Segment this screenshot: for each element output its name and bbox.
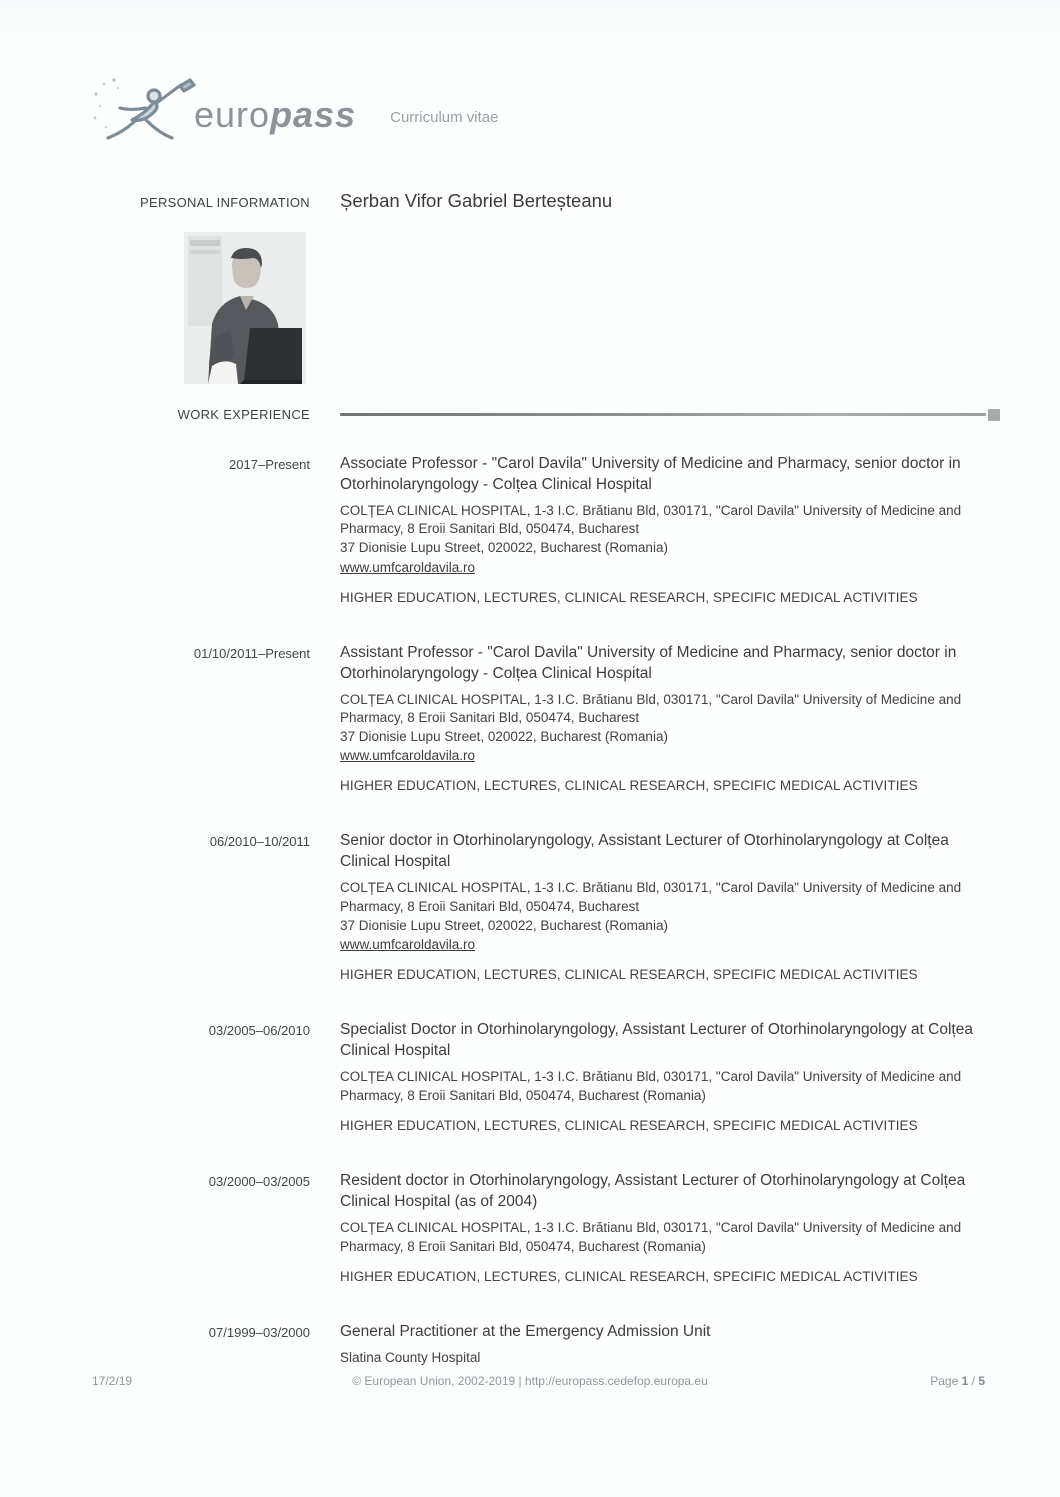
entry-activity-tags: HIGHER EDUCATION, LECTURES, CLINICAL RESEARCH, SPECIFIC MEDICAL ACTIVITIES — [340, 1118, 918, 1134]
entry-title: Associate Professor - "Carol Davila" University of Medicine and Pharmacy, senior doctor in Otorhinolaryngology - Colțea Clinical Hospital — [340, 455, 961, 493]
entry-org-line: COLȚEA CLINICAL HOSPITAL, 1-3 I.C. Brătianu Bld, 030171, "Carol Davila" University of Medicine and Pharmacy, 8 Eroii Sanitari Bld, 050474, Bucharest (Romania) — [340, 1220, 962, 1254]
doc-type-label: Curriculum vitae — [390, 108, 499, 126]
entry-activity-tags: HIGHER EDUCATION, LECTURES, CLINICAL RESEARCH, SPECIFIC MEDICAL ACTIVITIES — [340, 589, 918, 605]
entry-organisation — [340, 879, 988, 935]
entry-website-link[interactable]: www.umfcaroldavila.ro — [340, 937, 476, 953]
profile-photo — [184, 232, 306, 384]
section-rule — [340, 408, 1000, 422]
work-entry — [0, 1171, 1060, 1284]
footer-page-total: 5 — [978, 1374, 985, 1388]
work-entries — [0, 454, 1060, 1368]
work-entry — [0, 831, 1060, 982]
entry-organisation — [340, 1068, 988, 1105]
person-name: Șerban Vifor Gabriel Berteșteanu — [340, 190, 613, 211]
footer-page-number: 1 — [961, 1374, 969, 1388]
entry-org-line: COLȚEA CLINICAL HOSPITAL, 1-3 I.C. Brătianu Bld, 030171, "Carol Davila" University of Medicine and Pharmacy, 8 Eroii Sanitari Bld, 050474, Bucharest (Romania) — [340, 1069, 962, 1103]
header — [88, 72, 1060, 152]
logo-pass-text: pass — [270, 94, 357, 135]
page-footer — [0, 1374, 1060, 1394]
work-entry — [0, 454, 1060, 605]
entry-organisation — [340, 691, 988, 747]
work-entry — [0, 643, 1060, 794]
footer-date: 17/2/19 — [92, 1374, 133, 1388]
entry-website-link[interactable]: www.umfcaroldavila.ro — [340, 559, 476, 575]
entry-activity-tags: HIGHER EDUCATION, LECTURES, CLINICAL RESEARCH, SPECIFIC MEDICAL ACTIVITIES — [340, 1269, 918, 1285]
entry-title: General Practitioner at the Emergency Admission Unit — [340, 1323, 711, 1341]
entry-org-line: 37 Dionisie Lupu Street, 020022, Bucharest (Romania) — [340, 728, 668, 744]
entry-organisation — [340, 1349, 988, 1368]
work-experience-label: WORK EXPERIENCE — [177, 407, 310, 422]
entry-date: 06/2010–10/2011 — [209, 834, 310, 850]
logo-euro-text: euro — [194, 94, 271, 135]
entry-date: 07/1999–03/2000 — [208, 1325, 310, 1341]
entry-date: 03/2005–06/2010 — [208, 1023, 310, 1039]
entry-org-line: COLȚEA CLINICAL HOSPITAL, 1-3 I.C. Brătianu Bld, 030171, "Carol Davila" University of Medicine and Pharmacy, 8 Eroii Sanitari Bld, 050474, Bucharest — [340, 880, 962, 914]
footer-page-indicator — [930, 1374, 985, 1388]
section-rule-line — [340, 413, 986, 416]
footer-copyright: © European Union, 2002-2019 | http://europass.cedefop.europa.eu — [352, 1374, 708, 1388]
europass-figure-icon — [88, 72, 208, 152]
footer-page-label: Page — [930, 1374, 959, 1388]
entry-org-line: 37 Dionisie Lupu Street, 020022, Bucharest (Romania) — [340, 540, 668, 556]
entry-activity-tags: HIGHER EDUCATION, LECTURES, CLINICAL RESEARCH, SPECIFIC MEDICAL ACTIVITIES — [340, 778, 918, 794]
entry-activity-tags: HIGHER EDUCATION, LECTURES, CLINICAL RESEARCH, SPECIFIC MEDICAL ACTIVITIES — [340, 967, 918, 983]
entry-org-line: COLȚEA CLINICAL HOSPITAL, 1-3 I.C. Brătianu Bld, 030171, "Carol Davila" University of Medicine and Pharmacy, 8 Eroii Sanitari Bld, 050474, Bucharest — [340, 502, 962, 537]
work-entry — [0, 1020, 1060, 1133]
europass-logo — [88, 72, 356, 152]
entry-website-link[interactable]: www.umfcaroldavila.ro — [340, 748, 476, 764]
europass-wordmark — [194, 94, 356, 136]
entry-date: 2017–Present — [229, 457, 310, 472]
personal-info-label: PERSONAL INFORMATION — [140, 195, 310, 210]
photo-row — [0, 232, 1060, 389]
footer-page-separator: / — [968, 1374, 979, 1388]
entry-org-line: Slatina County Hospital — [340, 1350, 481, 1366]
entry-org-line: COLȚEA CLINICAL HOSPITAL, 1-3 I.C. Brătianu Bld, 030171, "Carol Davila" University of Medicine and Pharmacy, 8 Eroii Sanitari Bld, 050474, Bucharest — [340, 691, 962, 726]
entry-title: Senior doctor in Otorhinolaryngology, Assistant Lecturer of Otorhinolaryngology at Colțea Clinical Hospital — [340, 832, 949, 871]
entry-organisation — [340, 502, 988, 558]
entry-date: 01/10/2011–Present — [193, 645, 310, 661]
work-entry — [0, 1322, 1060, 1368]
entry-title: Specialist Doctor in Otorhinolaryngology, Assistant Lecturer of Otorhinolaryngology at Colțea Clinical Hospital — [340, 1021, 973, 1060]
entry-title: Resident doctor in Otorhinolaryngology, Assistant Lecturer of Otorhinolaryngology at Colțea Clinical Hospital (as of 2004) — [340, 1172, 966, 1211]
entry-title: Assistant Professor - "Carol Davila" University of Medicine and Pharmacy, senior doctor in Otorhinolaryngology - Colțea Clinical Hospital — [340, 643, 957, 682]
entry-org-line: 37 Dionisie Lupu Street, 020022, Bucharest (Romania) — [340, 917, 668, 933]
entry-date: 03/2000–03/2005 — [208, 1174, 310, 1190]
personal-info-row — [0, 190, 1060, 212]
entry-organisation — [340, 1219, 988, 1256]
section-rule-endcap — [988, 409, 1000, 421]
work-experience-heading — [0, 407, 1060, 422]
